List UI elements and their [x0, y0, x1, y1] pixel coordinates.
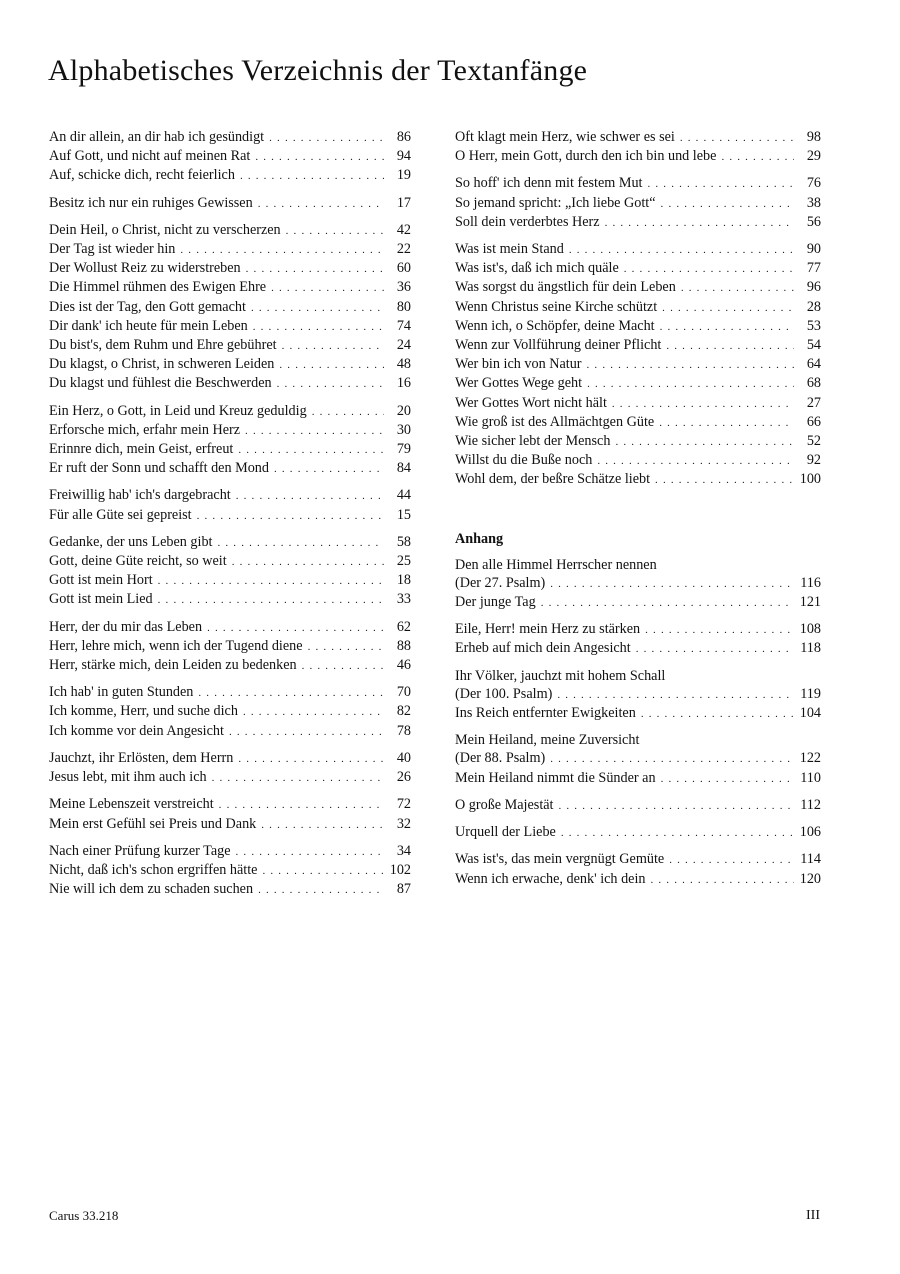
- entry-page-number: 33: [396, 591, 411, 608]
- entry-text: Mein erst Gefühl sei Preis und Dank: [49, 815, 257, 832]
- entry-page-number: 42: [396, 221, 411, 238]
- index-group: [49, 618, 411, 676]
- entry-text: Wer Gottes Wort nicht hält: [455, 394, 607, 411]
- dot-leader: [232, 553, 384, 571]
- entry-text: Wie groß ist des Allmächtgen Güte: [455, 413, 655, 430]
- dot-leader: [661, 770, 794, 788]
- index-entry: [49, 374, 411, 393]
- index-entry: [455, 278, 821, 297]
- entry-text: Wenn Christus seine Kirche schützt: [455, 298, 658, 315]
- index-entry: [455, 147, 821, 166]
- entry-text: Freiwillig hab' ich's dargebracht: [49, 487, 231, 504]
- entry-text: Jauchzt, ihr Erlösten, dem Herrn: [49, 749, 234, 766]
- dot-leader: [302, 657, 384, 675]
- index-entry: [49, 402, 411, 421]
- index-entry: [49, 571, 411, 590]
- index-entry: [49, 861, 411, 880]
- entry-page-number: 48: [396, 356, 411, 373]
- entry-page-number: 52: [806, 433, 821, 450]
- index-entry: [455, 298, 821, 317]
- index-entry: [455, 317, 821, 336]
- entry-page-number: 76: [806, 175, 821, 192]
- entry-text: Oft klagt mein Herz, wie schwer es sei: [455, 129, 675, 145]
- index-entry: [455, 413, 821, 432]
- entry-text: So jemand spricht: „Ich liebe Gott“: [455, 194, 656, 211]
- entry-text: Was ist's, das mein vergnügt Gemüte: [455, 851, 665, 868]
- dot-leader: [648, 175, 795, 193]
- index-entry: [455, 355, 821, 374]
- entry-text: Ich komme, Herr, und suche dich: [49, 703, 238, 720]
- dot-leader: [245, 422, 384, 440]
- entry-text: O Herr, mein Gott, durch den ich bin und lebe: [455, 148, 717, 165]
- index-group: [455, 850, 821, 888]
- entry-page-number: 112: [800, 796, 821, 813]
- index-entry: [455, 639, 821, 658]
- entry-text: Soll dein verderbtes Herz: [455, 213, 600, 230]
- entry-text: Auf, schicke dich, recht feierlich: [49, 167, 235, 184]
- dot-leader: [158, 572, 384, 590]
- index-group: [49, 194, 411, 213]
- dot-leader: [282, 337, 384, 355]
- index-entry: [49, 486, 411, 505]
- entry-text: Für alle Güte sei gepreist: [49, 506, 192, 523]
- dot-leader: [238, 750, 384, 768]
- index-group: [455, 796, 821, 815]
- index-entry: [49, 317, 411, 336]
- index-group: [455, 128, 821, 166]
- dot-leader: [243, 703, 384, 721]
- dot-leader: [158, 591, 384, 609]
- index-group: [455, 240, 821, 490]
- index-entry: [49, 880, 411, 899]
- entry-page-number: 96: [806, 279, 821, 296]
- entry-text: Jesus lebt, mit ihm auch ich: [49, 769, 207, 786]
- entry-page-number: 122: [799, 750, 821, 767]
- index-group: [49, 533, 411, 610]
- entry-text: Herr, stärke mich, dein Leiden zu bedenken: [49, 657, 297, 674]
- index-entry: [49, 221, 411, 240]
- index-entry: [455, 259, 821, 278]
- entry-text: Willst du die Buße noch: [455, 452, 593, 469]
- index-entry: [455, 194, 821, 213]
- index-entry: [455, 796, 821, 815]
- dot-leader: [253, 318, 384, 336]
- entry-text: Die Himmel rühmen des Ewigen Ehre: [49, 279, 267, 296]
- entry-text: Was ist mein Stand: [455, 241, 564, 258]
- dot-leader: [615, 433, 794, 451]
- entry-page-number: 53: [806, 317, 821, 334]
- entry-text: Du klagst und fühlest die Beschwerden: [49, 375, 272, 392]
- entry-page-number: 54: [806, 337, 821, 354]
- entry-page-number: 60: [396, 260, 411, 277]
- index-entry: [49, 278, 411, 297]
- dot-leader: [262, 862, 384, 880]
- entry-text: Gott ist mein Hort: [49, 572, 153, 589]
- entry-page-number: 74: [396, 317, 411, 334]
- index-entry: [49, 440, 411, 459]
- entry-text: Der junge Tag: [455, 594, 536, 611]
- index-group: [455, 174, 821, 232]
- index-entry: [49, 749, 411, 768]
- entry-text: Der Wollust Reiz zu widerstreben: [49, 260, 241, 277]
- index-entry: [455, 213, 821, 232]
- index-entry: [49, 128, 411, 147]
- entry-text: Herr, lehre mich, wenn ich der Tugend diene: [49, 637, 303, 654]
- entry-page-number: 110: [800, 769, 821, 786]
- entry-text: Was sorgst du ängstlich für dein Leben: [455, 279, 676, 296]
- page-title: Alphabetisches Verzeichnis der Textanfänge: [48, 54, 588, 87]
- entry-text: Du klagst, o Christ, in schweren Leiden: [49, 356, 275, 373]
- dot-leader: [541, 594, 794, 612]
- dot-leader: [669, 851, 794, 869]
- index-entry: [49, 683, 411, 702]
- entry-page-number: 78: [396, 722, 411, 739]
- dot-leader: [587, 375, 794, 393]
- entry-page-number: 121: [799, 594, 821, 611]
- entry-page-number: 44: [396, 487, 411, 504]
- entry-page-number: 22: [396, 241, 411, 258]
- dot-leader: [274, 460, 384, 478]
- index-entry: [455, 870, 821, 889]
- entry-page-number: 17: [396, 194, 411, 211]
- entry-page-number: 80: [396, 298, 411, 315]
- entry-text: Dein Heil, o Christ, nicht zu verscherzen: [49, 221, 281, 238]
- entry-page-number: 90: [806, 241, 821, 258]
- index-group: [49, 842, 411, 900]
- entry-page-number: 26: [396, 769, 411, 786]
- dot-leader: [238, 441, 384, 459]
- entry-text: Was ist's, daß ich mich quäle: [455, 260, 619, 277]
- entry-page-number: 24: [396, 337, 411, 354]
- entry-text: Ich hab' in guten Stunden: [49, 684, 194, 701]
- publisher-footer: Carus 33.218: [49, 1208, 119, 1223]
- index-entry: [49, 166, 411, 185]
- dot-leader: [271, 279, 384, 297]
- index-group: [455, 667, 821, 724]
- dot-leader: [277, 375, 384, 393]
- entry-page-number: 29: [806, 148, 821, 165]
- index-entry: [455, 574, 821, 593]
- dot-leader: [569, 241, 794, 259]
- index-entry-first-line: Mein Heiland, meine Zuversicht: [455, 732, 640, 749]
- entry-page-number: 106: [799, 824, 821, 841]
- dot-leader: [561, 824, 794, 842]
- entry-page-number: 120: [799, 870, 821, 887]
- entry-text: So hoff' ich denn mit festem Mut: [455, 175, 643, 192]
- entry-text: Dir dank' ich heute für mein Leben: [49, 317, 248, 334]
- dot-leader: [559, 797, 795, 815]
- entry-page-number: 114: [800, 851, 821, 868]
- entry-page-number: 102: [389, 861, 411, 878]
- entry-text: Wohl dem, der beßre Schätze liebt: [455, 471, 651, 488]
- dot-leader: [721, 148, 794, 166]
- entry-page-number: 28: [806, 298, 821, 315]
- index-group: [49, 486, 411, 524]
- entry-text: Gott, deine Güte reicht, so weit: [49, 553, 227, 570]
- dot-leader: [312, 403, 384, 421]
- entry-page-number: 56: [806, 213, 821, 230]
- dot-leader: [680, 129, 794, 147]
- index-entry: [49, 421, 411, 440]
- index-entry: [455, 823, 821, 842]
- index-entry: [455, 240, 821, 259]
- dot-leader: [550, 575, 794, 593]
- entry-text: Besitz ich nur ein ruhiges Gewissen: [49, 194, 253, 211]
- entry-page-number: 20: [396, 402, 411, 419]
- index-group: [49, 221, 411, 394]
- dot-leader: [624, 260, 794, 278]
- entry-page-number: 119: [800, 685, 821, 702]
- index-group: [49, 683, 411, 741]
- index-entry: [49, 259, 411, 278]
- dot-leader: [258, 195, 384, 213]
- index-entry: [49, 795, 411, 814]
- dot-leader: [661, 195, 794, 213]
- entry-text: O große Majestät: [455, 796, 554, 813]
- entry-page-number: 118: [800, 640, 821, 657]
- entry-page-number: 84: [396, 460, 411, 477]
- dot-leader: [219, 796, 384, 814]
- dot-leader: [662, 299, 794, 317]
- dot-leader: [269, 129, 384, 147]
- index-entry: [49, 618, 411, 637]
- index-group: [49, 402, 411, 479]
- entry-page-number: 77: [806, 260, 821, 277]
- entry-text: Erheb auf mich dein Angesicht: [455, 640, 631, 657]
- dot-leader: [660, 318, 794, 336]
- entry-text: (Der 88. Psalm): [455, 750, 546, 767]
- entry-text: Eile, Herr! mein Herz zu stärken: [455, 621, 641, 638]
- entry-text: Wer Gottes Wege geht: [455, 375, 583, 392]
- entry-text: Ein Herz, o Gott, in Leid und Kreuz geduldig: [49, 402, 307, 419]
- entry-page-number: 18: [396, 572, 411, 589]
- dot-leader: [258, 881, 384, 899]
- entry-text: (Der 27. Psalm): [455, 574, 546, 591]
- entry-page-number: 92: [806, 452, 821, 469]
- dot-leader: [198, 684, 384, 702]
- entry-text: Ins Reich entfernter Ewigkeiten: [455, 705, 636, 722]
- dot-leader: [587, 356, 794, 374]
- index-entry: [49, 459, 411, 478]
- index-entry: [49, 768, 411, 787]
- index-entry: [455, 451, 821, 470]
- entry-text: Ich komme vor dein Angesicht: [49, 722, 224, 739]
- index-entry: [49, 637, 411, 656]
- dot-leader: [251, 299, 384, 317]
- entry-page-number: 19: [396, 167, 411, 184]
- dot-leader: [597, 452, 794, 470]
- index-entry: [49, 194, 411, 213]
- index-column-left: [49, 128, 411, 907]
- entry-page-number: 58: [396, 533, 411, 550]
- entry-page-number: 30: [396, 421, 411, 438]
- index-entry: [49, 355, 411, 374]
- entry-page-number: 66: [806, 413, 821, 430]
- index-entry: [455, 470, 821, 489]
- entry-text: Wenn zur Vollführung deiner Pflicht: [455, 337, 662, 354]
- entry-page-number: 32: [396, 815, 411, 832]
- dot-leader: [197, 507, 384, 525]
- dot-leader: [240, 167, 384, 185]
- dot-leader: [666, 337, 794, 355]
- entry-text: Gedanke, der uns Leben gibt: [49, 533, 213, 550]
- entry-text: Du bist's, dem Ruhm und Ehre gebühret: [49, 337, 277, 354]
- dot-leader: [557, 686, 794, 704]
- entry-text: Gott ist mein Lied: [49, 591, 153, 608]
- dot-leader: [655, 471, 794, 489]
- entry-page-number: 104: [799, 705, 821, 722]
- index-group: [455, 556, 821, 613]
- dot-leader: [236, 487, 384, 505]
- dot-leader: [207, 619, 384, 637]
- entry-page-number: 100: [799, 471, 821, 488]
- dot-leader: [212, 769, 384, 787]
- dot-leader: [229, 723, 384, 741]
- entry-text: Wenn ich erwache, denk' ich dein: [455, 870, 646, 887]
- index-entry: [49, 815, 411, 834]
- index-entry: [455, 850, 821, 869]
- entry-text: Nicht, daß ich's schon ergriffen hätte: [49, 861, 258, 878]
- dot-leader: [641, 705, 794, 723]
- entry-text: Meine Lebenszeit verstreicht: [49, 796, 214, 813]
- entry-page-number: 15: [396, 506, 411, 523]
- entry-page-number: 27: [806, 394, 821, 411]
- entry-page-number: 16: [396, 375, 411, 392]
- entry-page-number: 82: [396, 703, 411, 720]
- index-entry: [455, 174, 821, 193]
- entry-page-number: 116: [800, 574, 821, 591]
- entry-text: Wie sicher lebt der Mensch: [455, 433, 611, 450]
- entry-page-number: 34: [396, 842, 411, 859]
- dot-leader: [255, 148, 384, 166]
- entry-page-number: 46: [396, 657, 411, 674]
- index-entry: [455, 374, 821, 393]
- dot-leader: [279, 356, 384, 374]
- dot-leader: [308, 638, 384, 656]
- dot-leader: [645, 621, 794, 639]
- index-entry-first-line: Den alle Himmel Herrscher nennen: [455, 556, 657, 573]
- entry-page-number: 87: [396, 881, 411, 898]
- entry-text: Er ruft der Sonn und schafft den Mond: [49, 460, 269, 477]
- entry-page-number: 98: [806, 129, 821, 145]
- index-group: [455, 731, 821, 788]
- dot-leader: [550, 750, 794, 768]
- index-group: [49, 795, 411, 833]
- entry-page-number: 68: [806, 375, 821, 392]
- entry-page-number: 79: [396, 441, 411, 458]
- entry-text: Urquell der Liebe: [455, 824, 556, 841]
- index-column-right: [455, 128, 821, 897]
- entry-text: Wenn ich, o Schöpfer, deine Macht: [455, 317, 655, 334]
- index-group: [49, 128, 411, 186]
- entry-text: An dir allein, an dir hab ich gesündigt: [49, 129, 265, 145]
- entry-text: (Der 100. Psalm): [455, 685, 553, 702]
- dot-leader: [605, 214, 794, 232]
- index-entry: [455, 704, 821, 723]
- anhang-list: [455, 556, 821, 889]
- index-entry: [49, 298, 411, 317]
- entry-text: Herr, der du mir das Leben: [49, 618, 203, 635]
- index-entry: [49, 842, 411, 861]
- index-entry: [49, 336, 411, 355]
- index-entry: [455, 749, 821, 768]
- entry-text: Nie will ich dem zu schaden suchen: [49, 881, 254, 898]
- index-entry-first-line: Ihr Völker, jauchzt mit hohem Schall: [455, 667, 666, 684]
- entry-text: Auf Gott, und nicht auf meinen Rat: [49, 148, 251, 165]
- entry-page-number: 40: [396, 749, 411, 766]
- entry-text: Nach einer Prüfung kurzer Tage: [49, 842, 231, 859]
- index-group: [455, 620, 821, 658]
- index-entry: [49, 552, 411, 571]
- entry-text: Dies ist der Tag, den Gott gemacht: [49, 298, 246, 315]
- index-entry: [455, 128, 821, 147]
- entry-text: Erforsche mich, erfahr mein Herz: [49, 421, 241, 438]
- index-entry: [49, 656, 411, 675]
- entry-page-number: 70: [396, 684, 411, 701]
- dot-leader: [286, 222, 384, 240]
- dot-leader: [612, 395, 794, 413]
- dot-leader: [681, 279, 794, 297]
- index-main-continued: [455, 128, 821, 490]
- index-entry: [455, 685, 821, 704]
- index-entry: [49, 722, 411, 741]
- anhang-heading: Anhang: [455, 530, 504, 547]
- index-group: [49, 749, 411, 787]
- dot-leader: [180, 241, 384, 259]
- dot-leader: [659, 414, 794, 432]
- entry-page-number: 72: [396, 796, 411, 813]
- index-entry: [455, 336, 821, 355]
- index-entry: [49, 590, 411, 609]
- entry-page-number: 86: [396, 129, 411, 145]
- entry-page-number: 88: [396, 637, 411, 654]
- entry-text: Mein Heiland nimmt die Sünder an: [455, 769, 656, 786]
- dot-leader: [636, 640, 794, 658]
- entry-page-number: 108: [799, 621, 821, 638]
- index-entry: [49, 533, 411, 552]
- entry-page-number: 62: [396, 618, 411, 635]
- index-entry: [49, 702, 411, 721]
- index-entry: [455, 593, 821, 612]
- entry-page-number: 64: [806, 356, 821, 373]
- index-entry: [49, 506, 411, 525]
- entry-page-number: 25: [396, 553, 411, 570]
- dot-leader: [218, 534, 385, 552]
- entry-text: Wer bin ich von Natur: [455, 356, 582, 373]
- entry-text: Erinnre dich, mein Geist, erfreut: [49, 441, 234, 458]
- entry-text: Der Tag ist wieder hin: [49, 241, 176, 258]
- dot-leader: [651, 871, 795, 889]
- page-number: III: [806, 1208, 820, 1223]
- dot-leader: [236, 843, 384, 861]
- index-group: [455, 823, 821, 842]
- entry-page-number: 38: [806, 194, 821, 211]
- index-entry: [49, 240, 411, 259]
- index-entry: [455, 432, 821, 451]
- entry-page-number: 94: [396, 148, 411, 165]
- entry-page-number: 36: [396, 279, 411, 296]
- index-entry: [455, 620, 821, 639]
- dot-leader: [261, 816, 384, 834]
- index-entry: [49, 147, 411, 166]
- dot-leader: [246, 260, 384, 278]
- index-entry: [455, 394, 821, 413]
- index-entry: [455, 769, 821, 788]
